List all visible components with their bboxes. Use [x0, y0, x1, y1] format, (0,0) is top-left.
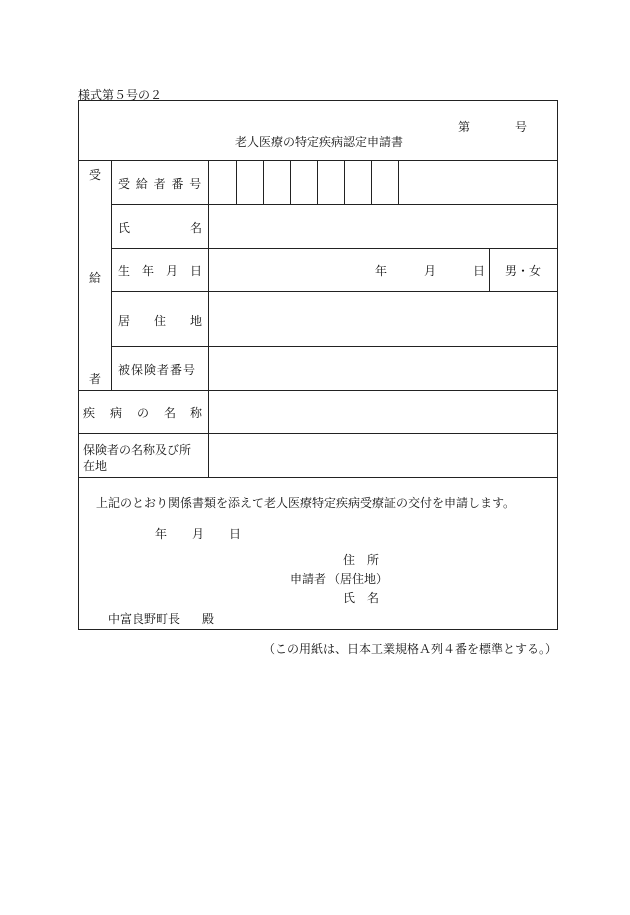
name-label-first: 氏 [118, 221, 131, 235]
insurer-field[interactable] [209, 434, 556, 476]
rule-header-bottom [78, 160, 558, 161]
residence-label-3: 地 [190, 314, 203, 328]
disease-label-2: 病 [110, 406, 123, 420]
birth-date-label: 生 年 月 日 [118, 264, 203, 278]
birth-month-unit: 月 [424, 264, 437, 278]
rule-recipient-col [111, 160, 112, 390]
disease-label-3: の [137, 406, 150, 420]
disease-label-4: 名 [164, 406, 177, 420]
applicant-address-label: 住 所 [343, 553, 380, 567]
number-prefix: 第 [458, 120, 471, 134]
addressee-honorific: 殿 [202, 612, 215, 626]
disease-label-1: 疾 [83, 406, 96, 420]
application-day-unit: 日 [229, 527, 242, 541]
rule-row2 [111, 248, 558, 249]
name-label-last: 名 [190, 221, 203, 235]
insured-number-label: 被保険者番号 [118, 363, 197, 377]
number-box-divider [290, 160, 291, 204]
rule-insurer-bottom [78, 477, 558, 478]
number-box-divider [236, 160, 237, 204]
insured-number-field[interactable] [209, 347, 556, 389]
disease-label-5: 称 [190, 406, 203, 420]
form-title: 老人医療の特定疾病認定申請書 [235, 135, 404, 149]
applicant-label: 申請者 [290, 572, 327, 586]
number-box-divider [317, 160, 318, 204]
rule-gender-col [489, 248, 490, 291]
applicant-residence-label: （居住地） [328, 572, 389, 586]
residence-label-1: 居 [118, 314, 131, 328]
application-year-unit: 年 [155, 527, 168, 541]
number-box-divider [263, 160, 264, 204]
residence-field[interactable] [209, 292, 556, 345]
insurer-label-line2: 在地 [83, 459, 108, 473]
number-box-divider [344, 160, 345, 204]
gender-choice[interactable]: 男・女 [505, 264, 542, 278]
addressee: 中富良野町長 [108, 612, 181, 626]
declaration-text: 上記のとおり関係書類を添えて老人医療特定疾病受療証の交付を申請します。 [96, 496, 516, 510]
number-suffix: 号 [515, 120, 528, 134]
birth-year-unit: 年 [375, 264, 388, 278]
applicant-name-label: 氏 名 [343, 591, 380, 605]
recipient-number-label: 受 給 者 番 号 [118, 177, 203, 191]
paper-size-footnote: （この用紙は、日本工業規格Ａ列４番を標準とする。） [263, 642, 558, 656]
recipient-group-label-3: 者 [89, 372, 102, 386]
form-number: 様式第５号の２ [78, 88, 163, 102]
disease-name-field[interactable] [209, 391, 556, 432]
recipient-group-label-1: 受 [89, 168, 102, 182]
residence-label-2: 住 [154, 314, 167, 328]
insurer-label-line1: 保険者の名称及び所 [83, 443, 192, 457]
birth-day-unit: 日 [473, 264, 486, 278]
number-box-divider [398, 160, 399, 204]
application-month-unit: 月 [192, 527, 205, 541]
recipient-group-label-2: 給 [89, 271, 102, 285]
name-field[interactable] [209, 205, 556, 247]
number-box-divider [371, 160, 372, 204]
